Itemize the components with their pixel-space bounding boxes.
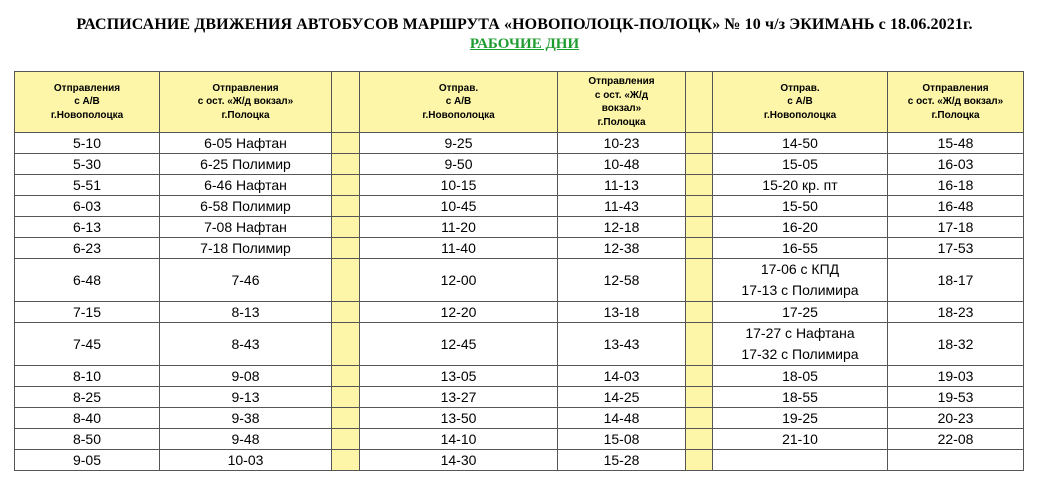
time-cell: 9-13 — [160, 387, 332, 408]
table-row — [15, 450, 1024, 471]
time-cell: 19-25 — [713, 408, 888, 429]
table-row — [15, 387, 1024, 408]
spacer-column — [686, 429, 713, 450]
spacer-column — [686, 302, 713, 323]
time-cell-line: 17-06 с КПД — [760, 261, 840, 277]
table-row — [15, 302, 1024, 323]
table-row — [15, 217, 1024, 238]
time-cell: 16-03 — [888, 154, 1024, 175]
header-line: г.Новополоцка — [50, 109, 124, 121]
spacer-column — [332, 387, 360, 408]
header-line: г.Полоцка — [931, 109, 980, 121]
time-cell: 20-23 — [888, 408, 1024, 429]
schedule-title: РАСПИСАНИЕ ДВИЖЕНИЯ АВТОБУСОВ МАРШРУТА «НОВОПОЛОЦК-ПОЛОЦК» № 10 ч/з ЭКИМАНЬ с 18.06.2021г. — [76, 16, 973, 33]
header-line: Отправления — [53, 82, 121, 94]
time-cell: 21-10 — [713, 429, 888, 450]
time-cell-line: 17-32 с Полимира — [741, 346, 859, 362]
time-cell: 11-13 — [558, 175, 686, 196]
time-cell: 8-43 — [160, 323, 332, 366]
time-cell: 14-30 — [360, 450, 558, 471]
table-row — [15, 408, 1024, 429]
header-line: Отправления — [212, 82, 279, 94]
spacer-column — [332, 72, 360, 133]
time-cell: 9-05 — [15, 450, 160, 471]
time-cell: 15-08 — [558, 429, 686, 450]
column-header — [360, 72, 558, 133]
spacer-column — [686, 217, 713, 238]
header-line: вокзал» — [601, 103, 642, 114]
time-cell: 19-03 — [888, 366, 1024, 387]
header-line: г.Новополоцка — [763, 109, 837, 121]
time-cell: 22-08 — [888, 429, 1024, 450]
time-cell: 15-20 кр. пт — [713, 175, 888, 196]
time-cell: 16-18 — [888, 175, 1024, 196]
time-cell: 11-40 — [360, 238, 558, 259]
time-cell: 8-13 — [160, 302, 332, 323]
time-cell: 9-50 — [360, 154, 558, 175]
spacer-column — [332, 259, 360, 302]
time-cell: 10-45 — [360, 196, 558, 217]
spacer-column — [332, 366, 360, 387]
time-cell: 7-15 — [15, 302, 160, 323]
time-cell: 18-17 — [888, 259, 1024, 302]
table-row — [15, 175, 1024, 196]
spacer-column — [332, 408, 360, 429]
time-cell: 6-05 Нафтан — [160, 133, 332, 154]
spacer-column — [332, 302, 360, 323]
header-line: Отправления — [922, 82, 989, 94]
header-line: г.Полоцка — [597, 116, 646, 128]
time-cell: 17-25 — [713, 302, 888, 323]
time-cell: 16-20 — [713, 217, 888, 238]
table-row — [15, 196, 1024, 217]
header-line: Отправления — [588, 76, 655, 87]
schedule-table — [14, 71, 1024, 471]
time-cell: 18-32 — [888, 323, 1024, 366]
time-cell: 13-50 — [360, 408, 558, 429]
time-cell: 13-18 — [558, 302, 686, 323]
table-row — [15, 238, 1024, 259]
time-cell: 15-50 — [713, 196, 888, 217]
time-cell: 14-48 — [558, 408, 686, 429]
spacer-column — [332, 175, 360, 196]
spacer-column — [332, 196, 360, 217]
time-cell: 6-25 Полимир — [160, 154, 332, 175]
time-cell: 17-53 — [888, 238, 1024, 259]
time-cell: 13-27 — [360, 387, 558, 408]
time-cell: 19-53 — [888, 387, 1024, 408]
spacer-column — [686, 72, 713, 133]
time-cell: 18-23 — [888, 302, 1024, 323]
header-line: г.Полоцка — [221, 109, 270, 121]
time-cell: 6-58 Полимир — [160, 196, 332, 217]
time-cell: 8-10 — [15, 366, 160, 387]
time-cell-line: 17-27 с Нафтана — [745, 325, 855, 341]
header-line: с А/В — [787, 96, 813, 108]
table-row — [15, 366, 1024, 387]
time-cell: 8-40 — [15, 408, 160, 429]
header-line: с А/В — [445, 96, 472, 108]
time-cell: 12-45 — [360, 323, 558, 366]
spacer-column — [332, 133, 360, 154]
spacer-column — [686, 154, 713, 175]
time-cell — [713, 450, 888, 471]
time-cell: 7-45 — [15, 323, 160, 366]
table-row — [15, 323, 1024, 366]
spacer-column — [332, 154, 360, 175]
time-cell: 17-18 — [888, 217, 1024, 238]
time-cell: 5-30 — [15, 154, 160, 175]
table-row — [15, 429, 1024, 450]
column-header — [15, 72, 160, 133]
time-cell: 8-25 — [15, 387, 160, 408]
spacer-column — [686, 387, 713, 408]
spacer-column — [332, 429, 360, 450]
header-line: с ост. «Ж/д вокзал» — [197, 96, 294, 108]
spacer-column — [332, 217, 360, 238]
time-cell: 6-13 — [15, 217, 160, 238]
table-body — [15, 133, 1024, 471]
time-cell: 5-10 — [15, 133, 160, 154]
time-cell: 11-20 — [360, 217, 558, 238]
time-cell: 6-03 — [15, 196, 160, 217]
time-cell: 7-18 Полимир — [160, 238, 332, 259]
spacer-column — [686, 259, 713, 302]
column-header — [713, 72, 888, 133]
header-line: с А/В — [74, 96, 100, 108]
time-cell: 15-48 — [888, 133, 1024, 154]
time-cell: 16-48 — [888, 196, 1024, 217]
column-header — [888, 72, 1024, 133]
time-cell: 6-48 — [15, 259, 160, 302]
spacer-column — [686, 323, 713, 366]
time-cell: 15-05 — [713, 154, 888, 175]
spacer-column — [686, 366, 713, 387]
time-cell: 14-10 — [360, 429, 558, 450]
header-line: Отправ. — [780, 82, 820, 94]
time-cell: 15-28 — [558, 450, 686, 471]
column-header — [160, 72, 332, 133]
time-cell: 7-46 — [160, 259, 332, 302]
table-row — [15, 154, 1024, 175]
time-cell: 9-25 — [360, 133, 558, 154]
header-row — [15, 72, 1024, 133]
time-cell: 9-38 — [160, 408, 332, 429]
time-cell: 18-55 — [713, 387, 888, 408]
spacer-column — [332, 323, 360, 366]
time-cell: 9-08 — [160, 366, 332, 387]
column-header — [558, 72, 686, 133]
time-cell: 14-25 — [558, 387, 686, 408]
time-cell — [713, 323, 888, 366]
header-line: Отправ. — [438, 82, 479, 94]
time-cell-line: 17-13 с Полимира — [741, 282, 859, 298]
time-cell: 16-55 — [713, 238, 888, 259]
time-cell: 9-48 — [160, 429, 332, 450]
time-cell — [713, 259, 888, 302]
table-row — [15, 259, 1024, 302]
table-row — [15, 133, 1024, 154]
time-cell: 13-43 — [558, 323, 686, 366]
spacer-column — [332, 450, 360, 471]
time-cell: 12-20 — [360, 302, 558, 323]
spacer-column — [686, 175, 713, 196]
time-cell: 12-58 — [558, 259, 686, 302]
time-cell: 6-23 — [15, 238, 160, 259]
subtitle-text: РАБОЧИЕ ДНИ — [469, 36, 580, 52]
time-cell: 10-15 — [360, 175, 558, 196]
time-cell: 8-50 — [15, 429, 160, 450]
spacer-column — [686, 196, 713, 217]
header-line: г.Новополоцка — [422, 109, 495, 121]
time-cell: 12-38 — [558, 238, 686, 259]
time-cell: 12-00 — [360, 259, 558, 302]
time-cell: 10-03 — [160, 450, 332, 471]
time-cell: 11-43 — [558, 196, 686, 217]
time-cell: 5-51 — [15, 175, 160, 196]
spacer-column — [686, 408, 713, 429]
spacer-column — [332, 238, 360, 259]
schedule-subtitle — [0, 36, 1049, 53]
time-cell: 10-48 — [558, 154, 686, 175]
spacer-column — [686, 238, 713, 259]
spacer-column — [686, 450, 713, 471]
time-cell: 6-46 Нафтан — [160, 175, 332, 196]
time-cell: 13-05 — [360, 366, 558, 387]
header-line: с ост. «Ж/д — [594, 89, 649, 101]
time-cell: 18-05 — [713, 366, 888, 387]
time-cell: 7-08 Нафтан — [160, 217, 332, 238]
time-cell: 10-23 — [558, 133, 686, 154]
spacer-column — [686, 133, 713, 154]
time-cell: 12-18 — [558, 217, 686, 238]
time-cell: 14-03 — [558, 366, 686, 387]
time-cell — [888, 450, 1024, 471]
time-cell: 14-50 — [713, 133, 888, 154]
header-line: с ост. «Ж/д вокзал» — [907, 96, 1004, 108]
